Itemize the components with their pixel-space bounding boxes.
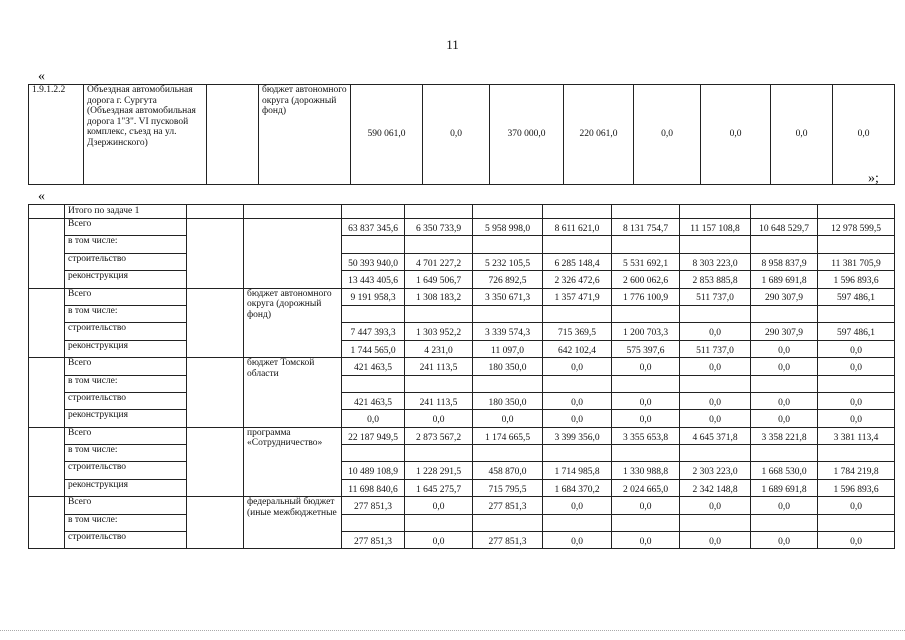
value-cell [543,445,612,462]
value-cell: 1 303 952,2 [405,323,473,340]
value-cell [751,305,818,322]
value-cell: 13 443 405,6 [342,271,405,288]
value-cell: 715 795,5 [473,479,543,496]
empty-cell [473,205,543,219]
value-cell: 4 645 371,8 [680,427,751,444]
value-cell: 0,0 [680,358,751,375]
funding-source: программа «Сотрудничество» [244,427,342,497]
value-cell: 5 232 105,5 [473,253,543,270]
row-code: 1.9.1.2.2 [29,85,84,185]
value-cell [342,305,405,322]
value-cell: 10 489 108,9 [342,462,405,479]
summary-title: Итого по задаче 1 [65,205,187,219]
table-row [29,358,895,375]
value-cell: 0,0 [818,532,895,549]
value-cell: 4 231,0 [405,340,473,357]
value-cell: 241 113,5 [405,358,473,375]
row-label: Всего [65,497,187,514]
value-cell: 9 191 958,3 [342,288,405,305]
row-label: в том числе: [65,445,187,462]
value-cell: 6 350 733,9 [405,219,473,236]
table-row [29,514,895,531]
value-cell: 0,0 [680,532,751,549]
value-cell: 1 744 565,0 [342,340,405,357]
value-cell: 0,0 [818,358,895,375]
value-cell: 0,0 [405,532,473,549]
value-cell [473,305,543,322]
value-cell: 2 853 885,8 [680,271,751,288]
empty-cell [405,205,473,219]
row-label: реконструкция [65,479,187,496]
value-cell: 4 701 227,2 [405,253,473,270]
value-cell: 1 668 530,0 [751,462,818,479]
value-cell: 8 611 621,0 [543,219,612,236]
value-cell: 0,0 [818,340,895,357]
value-cell [818,236,895,253]
value-cell: 0,0 [818,410,895,427]
table-row [29,288,895,305]
value-cell: 0,0 [473,410,543,427]
value-cell: 3 358 221,8 [751,427,818,444]
opening-quote-top: « [38,69,45,84]
table-row [29,532,895,549]
table-row [29,427,895,444]
value-cell: 0,0 [543,532,612,549]
group-empty-cell [29,358,65,428]
bottom-scan-edge [0,630,905,631]
row-label: в том числе: [65,514,187,531]
value-cell: 0,0 [543,410,612,427]
value-cell: 8 958 837,9 [751,253,818,270]
empty-cell [543,205,612,219]
value-cell: 290 307,9 [751,323,818,340]
table-row [29,271,895,288]
row-label: в том числе: [65,305,187,322]
value-cell: 63 837 345,6 [342,219,405,236]
value-cell: 0,0 [751,340,818,357]
table-row [29,375,895,392]
value-cell: 0,0 [818,497,895,514]
value-cell: 1 684 370,2 [543,479,612,496]
value-cell: 5 531 692,1 [612,253,680,270]
value-cell: 0,0 [634,85,701,185]
row-label: строительство [65,392,187,409]
group-empty-cell [187,358,244,428]
empty-cell [29,205,65,219]
value-cell: 0,0 [680,392,751,409]
value-cell [612,236,680,253]
value-cell [751,445,818,462]
value-cell: 0,0 [680,323,751,340]
empty-cell [612,205,680,219]
opening-quote-bottom: « [38,189,45,204]
object-name: Объездная автомобильная дорога г. Сургута (Объездная автомобильная дорога 1"З". VI пусковой комплекс, съезд на ул. Дзержинского) [84,85,207,185]
value-cell: 277 851,3 [342,532,405,549]
value-cell [612,514,680,531]
value-cell [612,305,680,322]
value-cell: 597 486,1 [818,323,895,340]
value-cell [818,514,895,531]
value-cell: 277 851,3 [342,497,405,514]
value-cell: 3 399 356,0 [543,427,612,444]
row-label: реконструкция [65,271,187,288]
value-cell: 3 339 574,3 [473,323,543,340]
value-cell: 0,0 [612,532,680,549]
value-cell: 11 381 705,9 [818,253,895,270]
value-cell: 0,0 [612,392,680,409]
value-cell [818,445,895,462]
table-row [29,445,895,462]
value-cell [405,514,473,531]
value-cell: 11 097,0 [473,340,543,357]
value-cell [680,514,751,531]
group-empty-cell [187,497,244,549]
group-empty-cell [29,497,65,549]
top-row [29,85,895,185]
value-cell [543,514,612,531]
row-label: строительство [65,253,187,270]
table-row [29,323,895,340]
funding-source: бюджет автономного округа (дорожный фонд) [244,288,342,358]
table-row [29,253,895,270]
value-cell: 0,0 [543,497,612,514]
value-cell: 277 851,3 [473,532,543,549]
value-cell: 0,0 [543,392,612,409]
funding-source [244,219,342,289]
value-cell [405,375,473,392]
group-empty-cell [29,288,65,358]
value-cell: 370 000,0 [490,85,564,185]
value-cell [680,236,751,253]
summary-title-row [29,205,895,219]
value-cell [680,445,751,462]
value-cell: 1 649 506,7 [405,271,473,288]
value-cell: 0,0 [771,85,833,185]
value-cell: 0,0 [751,497,818,514]
row-label: Всего [65,219,187,236]
value-cell [342,445,405,462]
value-cell [751,375,818,392]
value-cell: 2 873 567,2 [405,427,473,444]
value-cell: 22 187 949,5 [342,427,405,444]
value-cell: 1 784 219,8 [818,462,895,479]
empty-cell [751,205,818,219]
table-row [29,392,895,409]
table-row [29,340,895,357]
value-cell: 277 851,3 [473,497,543,514]
value-cell: 1 200 703,3 [612,323,680,340]
value-cell [405,236,473,253]
value-cell [473,514,543,531]
value-cell [342,236,405,253]
value-cell: 1 596 893,6 [818,271,895,288]
value-cell [612,445,680,462]
value-cell: 1 357 471,9 [543,288,612,305]
table-row [29,305,895,322]
empty-cell [207,85,259,185]
value-cell: 10 648 529,7 [751,219,818,236]
value-cell [473,445,543,462]
value-cell: 0,0 [405,497,473,514]
value-cell: 0,0 [751,410,818,427]
value-cell [543,236,612,253]
value-cell [473,375,543,392]
value-cell [751,514,818,531]
value-cell: 2 600 062,6 [612,271,680,288]
empty-cell [187,205,244,219]
value-cell: 0,0 [423,85,490,185]
row-label: строительство [65,532,187,549]
row-label: Всего [65,288,187,305]
value-cell: 1 714 985,8 [543,462,612,479]
value-cell: 11 698 840,6 [342,479,405,496]
group-empty-cell [29,219,65,289]
value-cell [818,305,895,322]
value-cell: 0,0 [612,358,680,375]
summary-table-body [29,205,895,549]
row-label: в том числе: [65,375,187,392]
row-label: Всего [65,427,187,444]
value-cell: 0,0 [405,410,473,427]
value-cell: 0,0 [833,85,895,185]
page-number: 11 [446,37,459,52]
value-cell [543,305,612,322]
value-cell: 0,0 [680,410,751,427]
value-cell: 421 463,5 [342,392,405,409]
group-empty-cell [187,288,244,358]
value-cell: 7 447 393,3 [342,323,405,340]
group-empty-cell [187,427,244,497]
value-cell: 0,0 [612,497,680,514]
table-row [29,479,895,496]
value-cell: 642 102,4 [543,340,612,357]
value-cell: 0,0 [751,392,818,409]
value-cell [543,375,612,392]
value-cell: 1 228 291,5 [405,462,473,479]
value-cell [818,375,895,392]
value-cell [680,375,751,392]
value-cell: 458 870,0 [473,462,543,479]
value-cell: 1 174 665,5 [473,427,543,444]
summary-table [28,204,895,549]
empty-cell [680,205,751,219]
value-cell: 220 061,0 [564,85,634,185]
value-cell: 241 113,5 [405,392,473,409]
value-cell: 50 393 940,0 [342,253,405,270]
value-cell: 0,0 [612,410,680,427]
value-cell: 2 342 148,8 [680,479,751,496]
value-cell: 0,0 [342,410,405,427]
value-cell [680,305,751,322]
value-cell: 290 307,9 [751,288,818,305]
value-cell: 421 463,5 [342,358,405,375]
row-label: реконструкция [65,340,187,357]
value-cell: 2 024 665,0 [612,479,680,496]
value-cell: 180 350,0 [473,358,543,375]
group-empty-cell [29,427,65,497]
value-cell: 1 330 988,8 [612,462,680,479]
value-cell: 2 303 223,0 [680,462,751,479]
value-cell: 0,0 [701,85,771,185]
empty-cell [342,205,405,219]
group-empty-cell [187,219,244,289]
value-cell: 511 737,0 [680,340,751,357]
value-cell: 2 326 472,6 [543,271,612,288]
empty-cell [244,205,342,219]
value-cell [405,305,473,322]
table-row [29,497,895,514]
value-cell: 3 381 113,4 [818,427,895,444]
value-cell [342,375,405,392]
value-cell: 11 157 108,8 [680,219,751,236]
value-cell: 3 350 671,3 [473,288,543,305]
value-cell: 0,0 [680,497,751,514]
value-cell: 1 689 691,8 [751,271,818,288]
value-cell: 1 596 893,6 [818,479,895,496]
funding-source: бюджет Томской области [244,358,342,428]
value-cell [751,236,818,253]
value-cell: 1 645 275,7 [405,479,473,496]
row-label: реконструкция [65,410,187,427]
value-cell: 575 397,6 [612,340,680,357]
value-cell: 12 978 599,5 [818,219,895,236]
value-cell: 5 958 998,0 [473,219,543,236]
value-cell: 590 061,0 [351,85,423,185]
value-cell: 597 486,1 [818,288,895,305]
row-label: строительство [65,323,187,340]
value-cell: 1 776 100,9 [612,288,680,305]
value-cell [612,375,680,392]
value-cell: 1 308 183,2 [405,288,473,305]
row-label: строительство [65,462,187,479]
value-cell: 0,0 [751,358,818,375]
value-cell: 0,0 [543,358,612,375]
value-cell: 6 285 148,4 [543,253,612,270]
funding-source: бюджет автономного округа (дорожный фонд) [259,85,351,185]
table-row [29,236,895,253]
value-cell: 8 303 223,0 [680,253,751,270]
closing-quote: »; [868,171,879,186]
table-row [29,219,895,236]
value-cell: 726 892,5 [473,271,543,288]
funding-source: федеральный бюджет (иные межбюджетные [244,497,342,549]
value-cell [342,514,405,531]
row-label: в том числе: [65,236,187,253]
table-row [29,410,895,427]
value-cell [405,445,473,462]
value-cell: 8 131 754,7 [612,219,680,236]
row-label: Всего [65,358,187,375]
top-table [28,84,895,185]
value-cell: 180 350,0 [473,392,543,409]
value-cell: 1 689 691,8 [751,479,818,496]
value-cell: 511 737,0 [680,288,751,305]
value-cell: 715 369,5 [543,323,612,340]
value-cell: 3 355 653,8 [612,427,680,444]
empty-cell [818,205,895,219]
value-cell [473,236,543,253]
value-cell: 0,0 [751,532,818,549]
table-row [29,462,895,479]
value-cell: 0,0 [818,392,895,409]
